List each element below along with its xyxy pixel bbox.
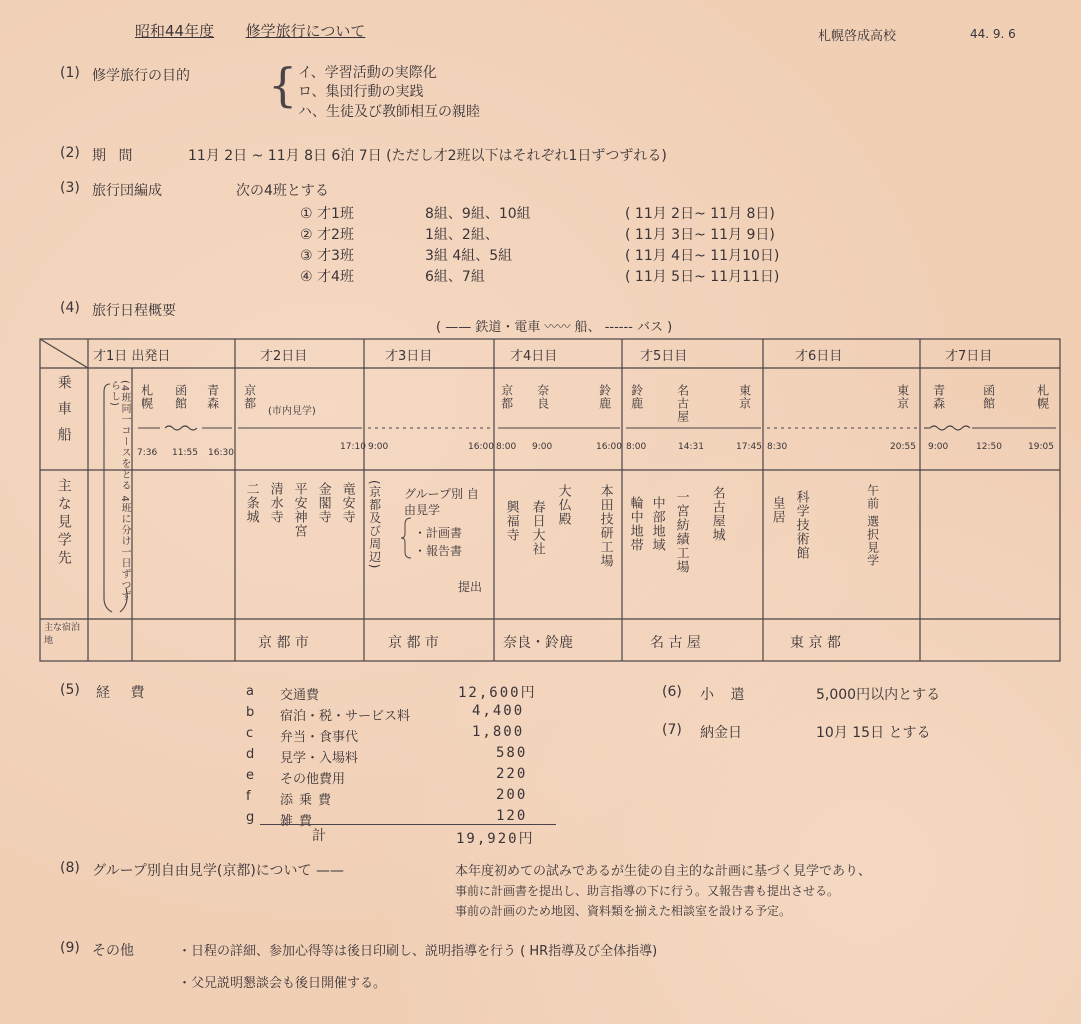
row-label-transport: 乗車船 — [55, 375, 72, 453]
section-4-label: 旅行日程概要 — [92, 303, 176, 319]
time-label: 9:00 — [532, 442, 553, 452]
expense-amount: 200 — [496, 787, 528, 803]
time-label: 16:00 — [468, 442, 494, 452]
section-3-label: 旅行団編成 — [92, 183, 162, 199]
section-4-number: (4) — [60, 300, 80, 316]
day-header: 才5日目 — [640, 349, 688, 364]
expense-name: 見学・入場料 — [280, 751, 359, 766]
expense-name: その他費用 — [280, 772, 346, 787]
expense-name: 弁当・食事代 — [280, 730, 359, 745]
expense-amount: 120 — [496, 808, 528, 824]
group-name: 才3班 — [317, 248, 354, 264]
section-6-label: 小 遣 — [700, 687, 751, 703]
lodging-cell: 奈良・鈴鹿 — [503, 635, 573, 651]
group-classes: 1組、2組、 — [425, 227, 499, 243]
group-mark: ④ — [300, 269, 313, 285]
place-name: 東京 — [895, 384, 910, 410]
expense-name: 宿泊・税・サービス料 — [280, 709, 411, 724]
sight-item: 興福寺 — [503, 500, 519, 542]
place-name: 青森 — [931, 384, 946, 410]
section-3-number: (3) — [60, 180, 80, 196]
section-6-text: 5,000円以内とする — [816, 687, 941, 703]
section-7-number: (7) — [662, 722, 682, 738]
time-label: 8:30 — [767, 442, 788, 452]
place-name: 鈴鹿 — [597, 384, 612, 410]
day-header: 才2日目 — [260, 349, 308, 364]
time-label: 7:36 — [137, 448, 158, 458]
section-1-item: ハ、生徒及び教師相互の親睦 — [298, 104, 480, 120]
time-label: 9:00 — [368, 442, 389, 452]
place-name: 青森 — [205, 384, 220, 410]
section-1-label: 修学旅行の目的 — [92, 68, 190, 84]
expense-letter: c — [246, 726, 254, 741]
place-name: 函館 — [173, 384, 188, 410]
day-header: 才3日目 — [385, 349, 433, 364]
school-name: 札幌啓成高校 — [818, 29, 897, 44]
sight-item: (京都及び周辺) — [367, 480, 382, 570]
day-header: 才7日目 — [945, 349, 993, 364]
section-8-number: (8) — [60, 860, 80, 876]
sight-item: 一宮紡績工場 — [673, 490, 689, 574]
group-name: 才4班 — [317, 269, 354, 285]
time-label: 8:00 — [496, 442, 517, 452]
section-2-label: 期 間 — [92, 148, 137, 164]
sight-item: 名古屋城 — [709, 486, 725, 542]
lodging-cell: 東 京 都 — [790, 635, 841, 651]
expense-name: 雑費 — [280, 814, 319, 829]
time-label: 11:55 — [172, 448, 198, 458]
day-header: 才1日 出発日 — [93, 349, 171, 364]
expense-letter: e — [246, 768, 254, 783]
section-1-number: (1) — [60, 65, 80, 81]
section-8-label: グループ別自由見学(京都)について —— — [92, 863, 344, 879]
sight-item: 平安神宮 — [291, 482, 307, 538]
sight-item: ・報告書 — [414, 544, 463, 558]
day-header: 才6日目 — [795, 349, 843, 364]
place-name: 奈良 — [535, 384, 550, 410]
time-label: 8:00 — [626, 442, 647, 452]
day2-note: (市内見学) — [268, 406, 316, 417]
group-mark: ② — [300, 227, 313, 243]
group-dates: ( 11月 2日~ 11月 8日) — [625, 206, 775, 222]
sight-item: 科学技術館 — [793, 490, 809, 560]
expense-total-label: 計 — [312, 828, 326, 844]
expense-letter: f — [246, 789, 251, 804]
document-date: 44. 9. 6 — [970, 27, 1016, 41]
expense-letter: a — [246, 684, 254, 699]
lodging-cell: 京 都 市 — [258, 635, 309, 651]
title-topic: 修学旅行について — [245, 22, 366, 40]
section-9-label: その他 — [92, 943, 134, 959]
sight-item: 提出 — [458, 580, 483, 594]
sight-item: 竜安寺 — [339, 482, 355, 524]
section-9-line: ・日程の詳細、参加心得等は後日印刷し、説明指導を行う ( HR指導及び全体指導) — [178, 944, 658, 959]
sight-item: 輪中地帯 — [627, 496, 643, 552]
group-dates: ( 11月 4日~ 11月10日) — [625, 248, 780, 264]
section-8-line: 事前に計画書を提出し、助言指導の下に行う。又報告書も提出させる。 — [455, 884, 840, 898]
group-classes: 3組 4組、5組 — [425, 248, 513, 264]
time-label: 16:30 — [208, 448, 234, 458]
sight-item: 金閣寺 — [315, 482, 331, 524]
schedule-note: (4班同一コースをとる 4班に分け一日ずつずらし) — [108, 380, 130, 602]
lodging-cell: 京 都 市 — [388, 635, 439, 651]
place-name: 京都 — [499, 384, 514, 410]
section-5-label: 経 費 — [96, 685, 153, 701]
section-7-text: 10月 15日 とする — [816, 725, 931, 741]
place-name: 札幌 — [139, 384, 154, 410]
expense-name: 添乗費 — [280, 793, 338, 808]
time-label: 17:45 — [736, 442, 762, 452]
section-6-number: (6) — [662, 684, 682, 700]
sight-item: 清水寺 — [267, 482, 283, 524]
group-classes: 6組、7組 — [425, 269, 485, 285]
section-5-number: (5) — [60, 682, 80, 698]
group-mark: ① — [300, 206, 313, 222]
time-label: 19:05 — [1028, 442, 1054, 452]
place-name: 名古屋 — [675, 384, 690, 423]
section-8-line: 事前の計画のため地図、資料類を揃えた相談室を設ける予定。 — [455, 904, 792, 918]
expense-letter: b — [246, 705, 255, 720]
title-year: 昭和44年度 — [135, 22, 215, 40]
place-name: 函館 — [981, 384, 996, 410]
time-label: 9:00 — [928, 442, 949, 452]
sight-item: 春日大社 — [529, 500, 545, 556]
group-name: 才1班 — [317, 206, 354, 222]
place-name: 札幌 — [1035, 384, 1050, 410]
time-label: 16:00 — [596, 442, 622, 452]
sight-item: 大仏殿 — [555, 484, 571, 526]
group-name: 才2班 — [317, 227, 354, 243]
expense-amount: 1,800 — [472, 724, 525, 740]
sight-item: 本田技研工場 — [597, 484, 613, 568]
sight-item: 午前 選択見学 — [865, 484, 880, 567]
expense-letter: g — [246, 810, 255, 825]
day-header: 才4日目 — [510, 349, 558, 364]
section-1-brace: { — [268, 58, 298, 112]
sight-item: 皇居 — [769, 496, 785, 524]
group-dates: ( 11月 3日~ 11月 9日) — [625, 227, 775, 243]
group-dates: ( 11月 5日~ 11月11日) — [625, 269, 780, 285]
place-name: 鈴鹿 — [629, 384, 644, 410]
section-9-line: ・父兄説明懇談会も後日開催する。 — [178, 976, 387, 991]
transport-legend: ( —— 鉄道・電車 〰〰 船、 ------ バス ) — [436, 320, 673, 335]
time-label: 14:31 — [678, 442, 704, 452]
total-rule — [260, 824, 556, 825]
time-label: 17:10 — [340, 442, 366, 452]
expense-amount: 12,600円 — [458, 685, 537, 701]
section-2-number: (2) — [60, 145, 80, 161]
place-name: 京都 — [242, 384, 257, 410]
group-classes: 8組、9組、10組 — [425, 206, 531, 222]
sight-item: 中部地域 — [649, 496, 665, 552]
lodging-cell: 名 古 屋 — [650, 635, 701, 651]
place-name: 東京 — [737, 384, 752, 410]
expense-letter: d — [246, 747, 255, 762]
section-3-intro: 次の4班とする — [236, 183, 329, 199]
row-label-lodging: 主な宿泊地 — [44, 623, 81, 646]
expense-amount: 4,400 — [472, 703, 525, 719]
section-2-text: 11月 2日 ~ 11月 8日 6泊 7日 (ただし才2班以下はそれぞれ1日ずつずれる) — [188, 148, 667, 164]
row-label-sights: 主な見学先 — [55, 478, 72, 568]
section-8-line: 本年度初めての試みであるが生徒の自主的な計画に基づく見学であり、 — [455, 864, 872, 879]
section-9-number: (9) — [60, 940, 80, 956]
expense-name: 交通費 — [280, 688, 320, 703]
expense-amount: 580 — [496, 745, 528, 761]
time-label: 12:50 — [976, 442, 1002, 452]
section-1-item: ロ、集団行動の実践 — [298, 84, 424, 100]
time-label: 20:55 — [890, 442, 916, 452]
section-1-item: イ、学習活動の実際化 — [298, 65, 437, 81]
sight-item: ・計画書 — [414, 526, 463, 540]
expense-total: 19,920円 — [456, 831, 535, 847]
group-mark: ③ — [300, 248, 313, 264]
expense-amount: 220 — [496, 766, 528, 782]
sight-item: グループ別 自由見学 — [404, 487, 479, 517]
sight-item: 二条城 — [243, 482, 259, 524]
section-7-label: 納金日 — [700, 725, 742, 741]
